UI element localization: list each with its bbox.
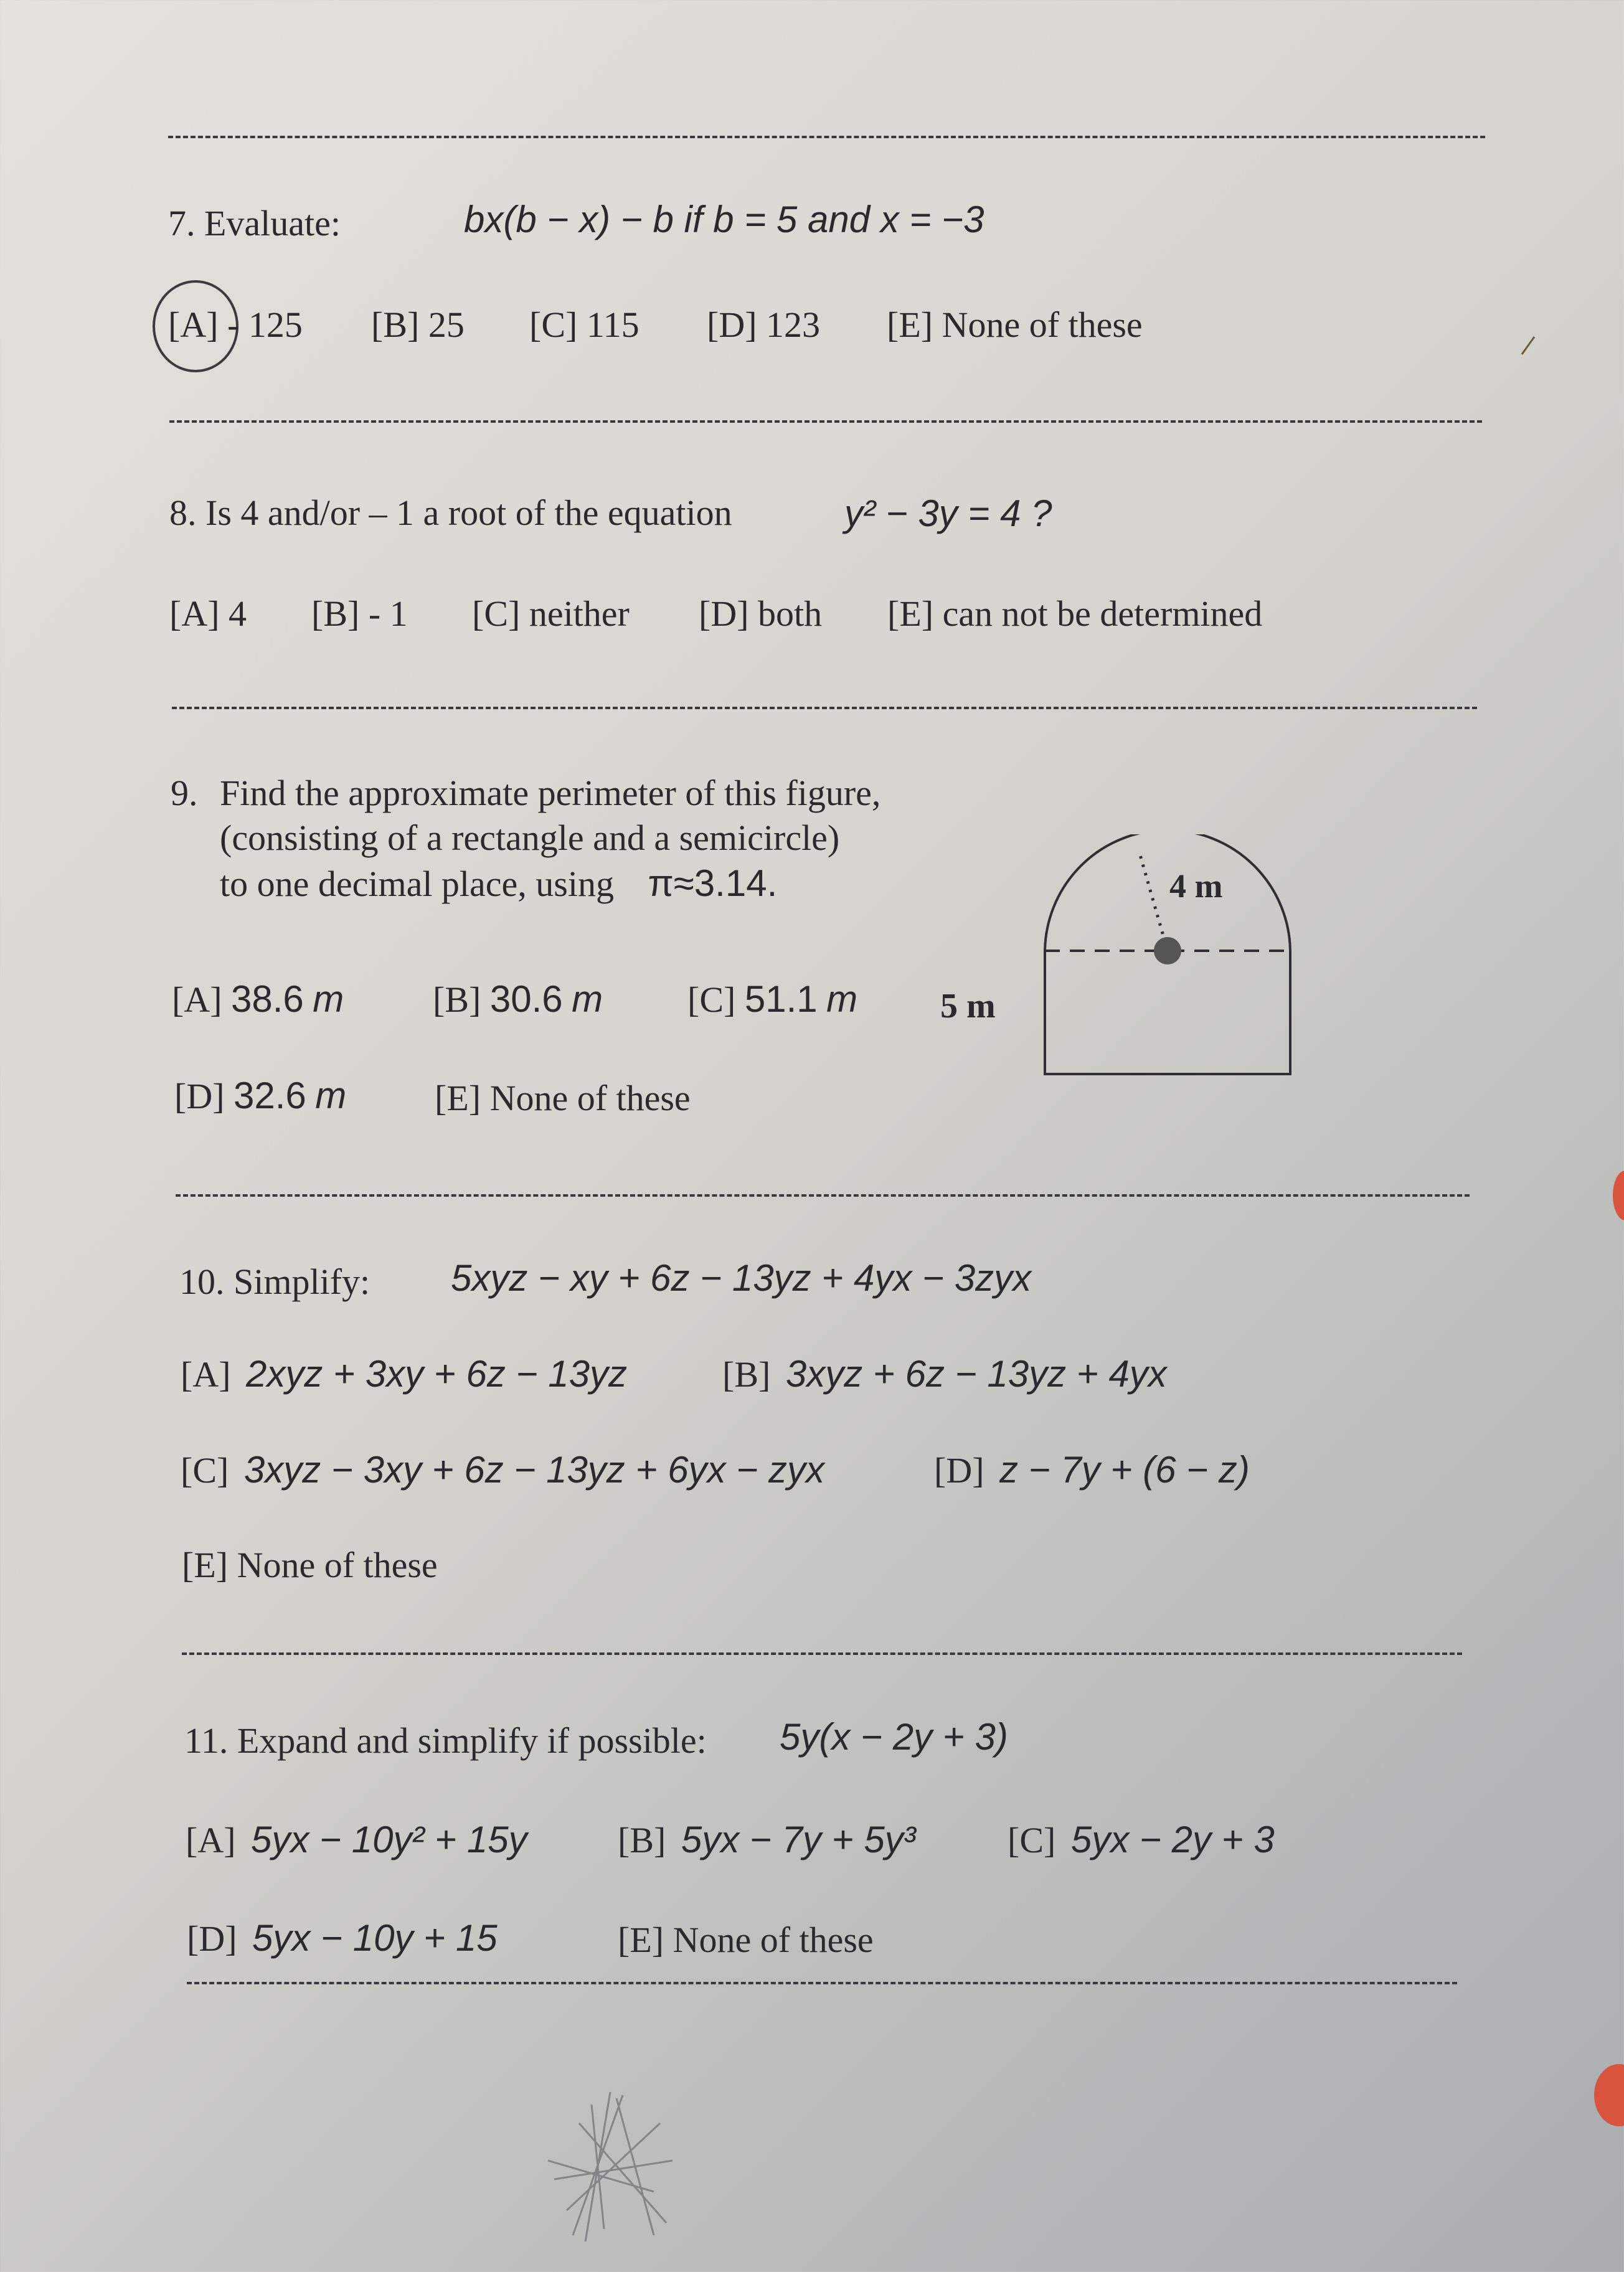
- divider-rule: [168, 136, 1485, 138]
- option-e[interactable]: [E] None of these: [618, 1920, 874, 1960]
- question-11: [184, 1720, 707, 1761]
- option-b[interactable]: [B] 30.6 m: [433, 978, 603, 1020]
- radius-label: 4 m: [1169, 867, 1223, 905]
- question-7-expression: bx(b − x) − b if b = 5 and x = −3: [464, 199, 984, 240]
- question-prompt: Simplify:: [234, 1261, 371, 1302]
- option-d[interactable]: [D] 123: [707, 304, 821, 345]
- red-mark: [1594, 2064, 1624, 2126]
- option-c[interactable]: [C] 3xyz − 3xy + 6z − 13yz + 6yx − zyx: [181, 1449, 824, 1491]
- option-e[interactable]: [E] None of these: [887, 304, 1143, 345]
- option-b[interactable]: [B] 25: [371, 304, 465, 345]
- center-point: [1154, 937, 1181, 964]
- red-mark: [1613, 1171, 1624, 1220]
- pi-approximation: π≈3.14.: [648, 862, 778, 904]
- divider-rule: [182, 1652, 1462, 1655]
- option-d[interactable]: [D] 32.6 m: [174, 1075, 347, 1116]
- question-9-prompt-line-1: Find the approximate perimeter of this figure,: [220, 773, 881, 813]
- option-d[interactable]: [D] z − 7y + (6 − z): [934, 1449, 1250, 1491]
- option-b[interactable]: [B] 3xyz + 6z − 13yz + 4yx: [722, 1353, 1167, 1395]
- question-11-expression: 5y(x − 2y + 3): [780, 1716, 1008, 1758]
- divider-rule: [176, 1194, 1470, 1197]
- question-10-expression: 5xyz − xy + 6z − 13yz + 4yx − 3zyx: [451, 1257, 1032, 1299]
- question-prompt: Expand and simplify if possible:: [237, 1720, 707, 1761]
- option-c[interactable]: [C] 5yx − 2y + 3: [1008, 1819, 1275, 1860]
- question-9-prompt-line-3: to one decimal place, using π≈3.14.: [220, 862, 778, 904]
- radius-dotted-line: [1140, 853, 1168, 951]
- question-8-expression: y² − 3y = 4 ?: [844, 493, 1052, 534]
- option-e[interactable]: [E] None of these: [435, 1078, 691, 1118]
- pencil-tick-mark: [1519, 333, 1538, 358]
- question-7: [168, 202, 341, 244]
- option-a[interactable]: [A] 2xyz + 3xy + 6z − 13yz: [181, 1353, 627, 1395]
- divider-rule: [169, 420, 1482, 423]
- question-10: [179, 1261, 370, 1303]
- option-a[interactable]: [A] - 125: [168, 304, 303, 345]
- option-b[interactable]: [B] - 1: [311, 593, 408, 634]
- question-prompt: Evaluate:: [204, 203, 341, 243]
- option-a[interactable]: [A] 38.6 m: [172, 978, 344, 1020]
- option-e[interactable]: [E] None of these: [182, 1545, 438, 1585]
- option-a[interactable]: [A] 5yx − 10y² + 15y: [186, 1819, 527, 1860]
- option-d[interactable]: [D] both: [699, 593, 823, 634]
- option-c[interactable]: [C] 51.1 m: [687, 978, 858, 1020]
- option-d[interactable]: [D] 5yx − 10y + 15: [187, 1917, 498, 1959]
- question-9-prompt-line-2: (consisting of a rectangle and a semicircle): [220, 818, 840, 858]
- question-number: 10.: [179, 1261, 225, 1302]
- question-number: 11.: [184, 1720, 229, 1761]
- height-label: 5 m: [940, 987, 996, 1025]
- question-9-number: 9.: [171, 773, 198, 813]
- option-e[interactable]: [E] can not be determined: [887, 593, 1263, 634]
- option-b[interactable]: [B] 5yx − 7y + 5y³: [618, 1819, 916, 1860]
- question-8: [169, 492, 732, 534]
- divider-rule: [172, 707, 1477, 709]
- question-prompt: Is 4 and/or – 1 a root of the equation: [205, 493, 732, 533]
- divider-rule: [187, 1982, 1457, 1984]
- pencil-scribble: [529, 2086, 691, 2248]
- option-c[interactable]: [C] neither: [472, 593, 630, 634]
- option-c[interactable]: [C] 115: [529, 304, 640, 345]
- question-number: 7.: [168, 203, 196, 243]
- option-a[interactable]: [A] 4: [169, 593, 247, 634]
- question-number: 8.: [169, 493, 197, 533]
